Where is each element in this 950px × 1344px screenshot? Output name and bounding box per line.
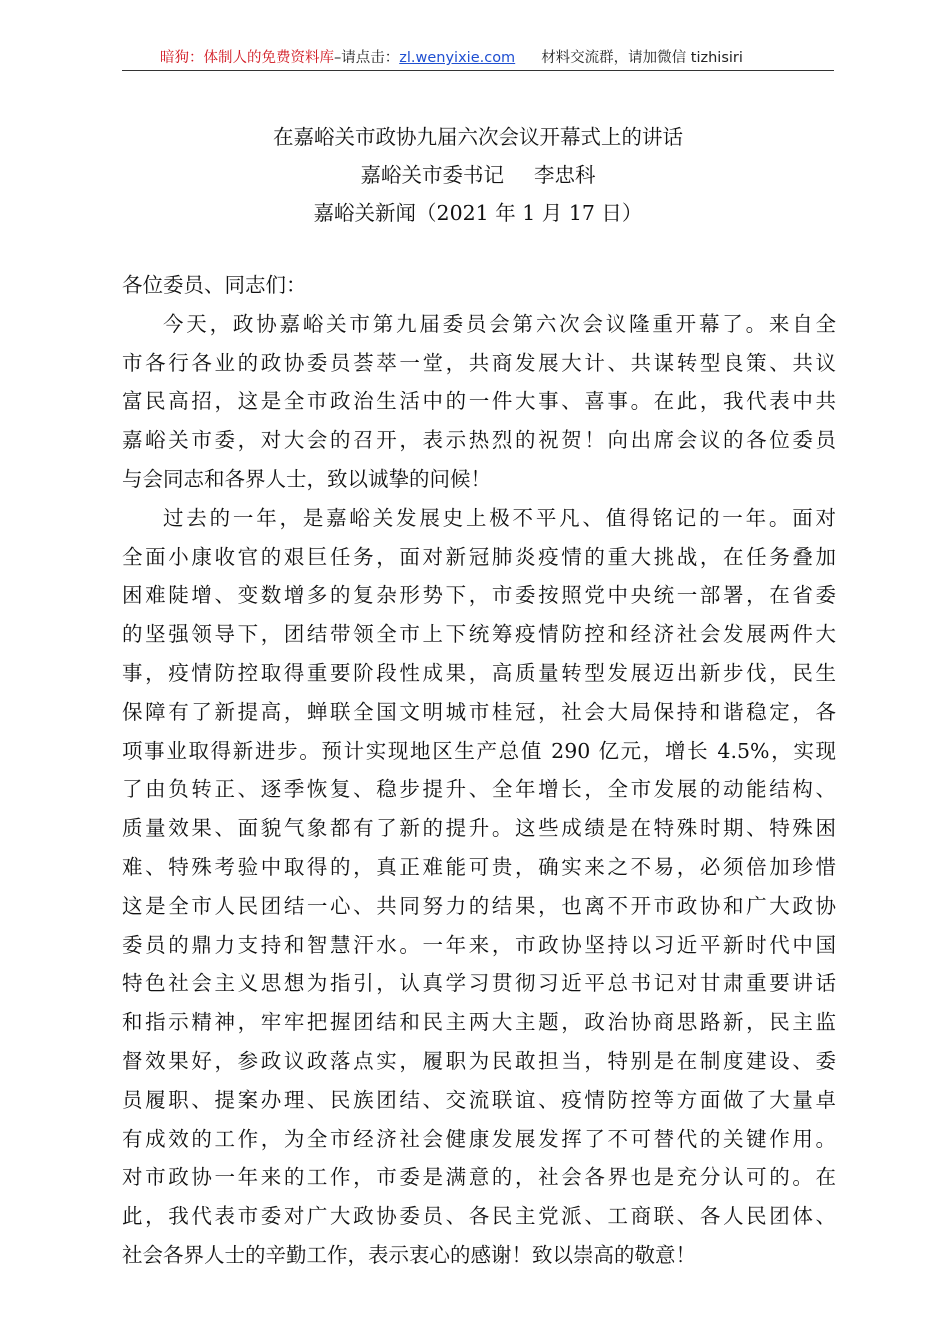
speech-body — [122, 266, 836, 1275]
paragraph-line: 员履职、提案办理、民族团结、交流联谊、疫情防控等方面做了大量卓 — [122, 1087, 836, 1112]
paragraph-line: 与会同志和各界人士，致以诚挚的问候！ — [122, 466, 491, 491]
paragraph-line: 和指示精神，牢牢把握团结和民主两大主题，政治协商思路新，民主监 — [122, 1010, 836, 1035]
speech-author — [122, 156, 834, 194]
paragraph-2 — [122, 499, 836, 1275]
paragraph-line: 事，疫情防控取得重要阶段性成果，高质量转型发展迈出新步伐，民生 — [122, 660, 836, 685]
paragraph-line: 嘉峪关市委，对大会的召开，表示热烈的祝贺！向出席会议的各位委员 — [122, 428, 836, 453]
header-contact: 材料交流群，请加微信 tizhisiri — [541, 50, 743, 66]
paragraph-1 — [122, 305, 836, 499]
speech-source: 嘉峪关新闻（2021 年 1 月 17 日） — [313, 201, 643, 225]
paragraph-line: 质量效果、面貌气象都有了新的提升。这些成绩是在特殊时期、特殊困 — [122, 816, 836, 841]
paragraph-line: 有成效的工作，为全市经济社会健康发展发挥了不可替代的关键作用。 — [122, 1126, 836, 1151]
speech-title: 在嘉峪关市政协九届六次会议开幕式上的讲话 — [273, 125, 683, 149]
paragraph-line: 督效果好，参政议政落点实，履职为民敢担当，特别是在制度建设、委 — [122, 1048, 836, 1073]
paragraph-line: 此，我代表市委对广大政协委员、各民主党派、工商联、各人民团体、 — [122, 1204, 836, 1229]
paragraph-line: 委员的鼎力支持和智慧汗水。一年来，市政协坚持以习近平新时代中国 — [122, 932, 836, 957]
paragraph-line: 市各行各业的政协委员荟萃一堂，共商发展大计、共谋转型良策、共议 — [122, 350, 836, 375]
salutation: 各位委员、同志们： — [122, 273, 307, 297]
paragraph-line: 项事业取得新进步。预计实现地区生产总值 290 亿元，增长 4.5%，实现 — [122, 738, 836, 763]
paragraph-line: 社会各界人士的辛勤工作，表示衷心的感谢！致以崇高的敬意！ — [122, 1242, 696, 1267]
author-role: 嘉峪关市委书记 — [360, 163, 504, 187]
paragraph-line: 了由负转正、逐季恢复、稳步提升、全年增长，全市发展的动能结构、 — [122, 777, 836, 802]
watermark-header — [122, 48, 834, 68]
paragraph-line: 过去的一年，是嘉峪关发展史上极不平凡、值得铭记的一年。面对 — [163, 505, 836, 530]
header-divider — [122, 70, 834, 71]
title-block — [122, 118, 834, 232]
author-name: 李忠科 — [534, 163, 596, 187]
paragraph-line: 困难陡增、变数增多的复杂形势下，市委按照党中央统一部署，在省委 — [122, 583, 836, 608]
header-link[interactable]: zl.wenyixie.com — [399, 50, 516, 66]
paragraph-line: 富民高招，这是全市政治生活中的一件大事、喜事。在此，我代表中共 — [122, 389, 836, 414]
paragraph-line: 今天，政协嘉峪关市第九届委员会第六次会议隆重开幕了。来自全 — [163, 311, 836, 336]
paragraph-line: 这是全市人民团结一心、共同努力的结果，也离不开市政协和广大政协 — [122, 893, 836, 918]
paragraph-line: 保障有了新提高，蝉联全国文明城市桂冠，社会大局保持和谐稳定，各 — [122, 699, 836, 724]
header-prompt: –请点击： — [334, 50, 400, 66]
paragraph-line: 难、特殊考验中取得的，真正难能可贵，确实来之不易，必须倍加珍惜 — [122, 854, 836, 879]
header-brand: 暗狗：体制人的免费资料库 — [160, 50, 334, 66]
paragraph-line: 的坚强领导下，团结带领全市上下统筹疫情防控和经济社会发展两件大 — [122, 622, 836, 647]
paragraph-line: 全面小康收官的艰巨任务，面对新冠肺炎疫情的重大挑战，在任务叠加 — [122, 544, 836, 569]
paragraph-line: 特色社会主义思想为指引，认真学习贯彻习近平总书记对甘肃重要讲话 — [122, 971, 836, 996]
paragraph-line: 对市政协一年来的工作，市委是满意的，社会各界也是充分认可的。在 — [122, 1165, 836, 1190]
